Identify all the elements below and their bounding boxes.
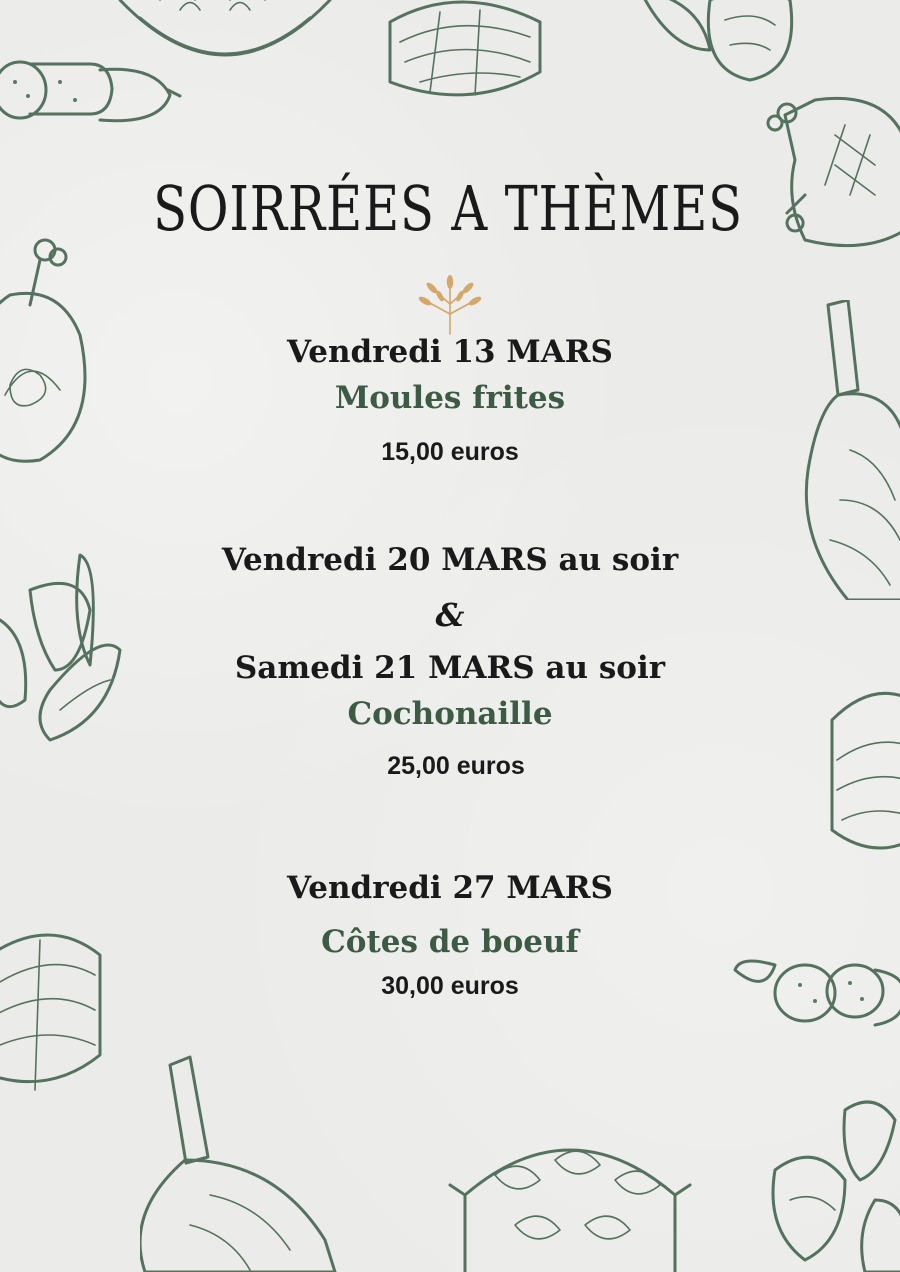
- event-2-date: Vendredi 20 MARS au soir: [221, 542, 679, 578]
- event-3-date: Vendredi 27 MARS: [287, 870, 613, 906]
- page-title: SOIRRÉES A THÈMES: [153, 172, 743, 245]
- event-2-connector: &: [435, 596, 465, 634]
- mussels-icon: [765, 1080, 900, 1272]
- sausage-icon: [0, 52, 190, 142]
- event-2-dish: Cochonaille: [347, 696, 553, 732]
- bacon-icon: [380, 0, 550, 112]
- event-2-price: 25,00 euros: [387, 752, 525, 780]
- tomahawk-steak-icon: [140, 1055, 350, 1272]
- event-1-date: Vendredi 13 MARS: [287, 334, 613, 370]
- event-3-dish: Côtes de boeuf: [321, 924, 579, 960]
- event-3-price: 30,00 euros: [381, 972, 519, 1000]
- event-1-price: 15,00 euros: [381, 438, 519, 466]
- event-1-dish: Moules frites: [334, 380, 566, 416]
- wheat-icon: [412, 274, 488, 336]
- mussel-pan-icon: [445, 1115, 695, 1272]
- event-2-date2: Samedi 21 MARS au soir: [234, 650, 666, 686]
